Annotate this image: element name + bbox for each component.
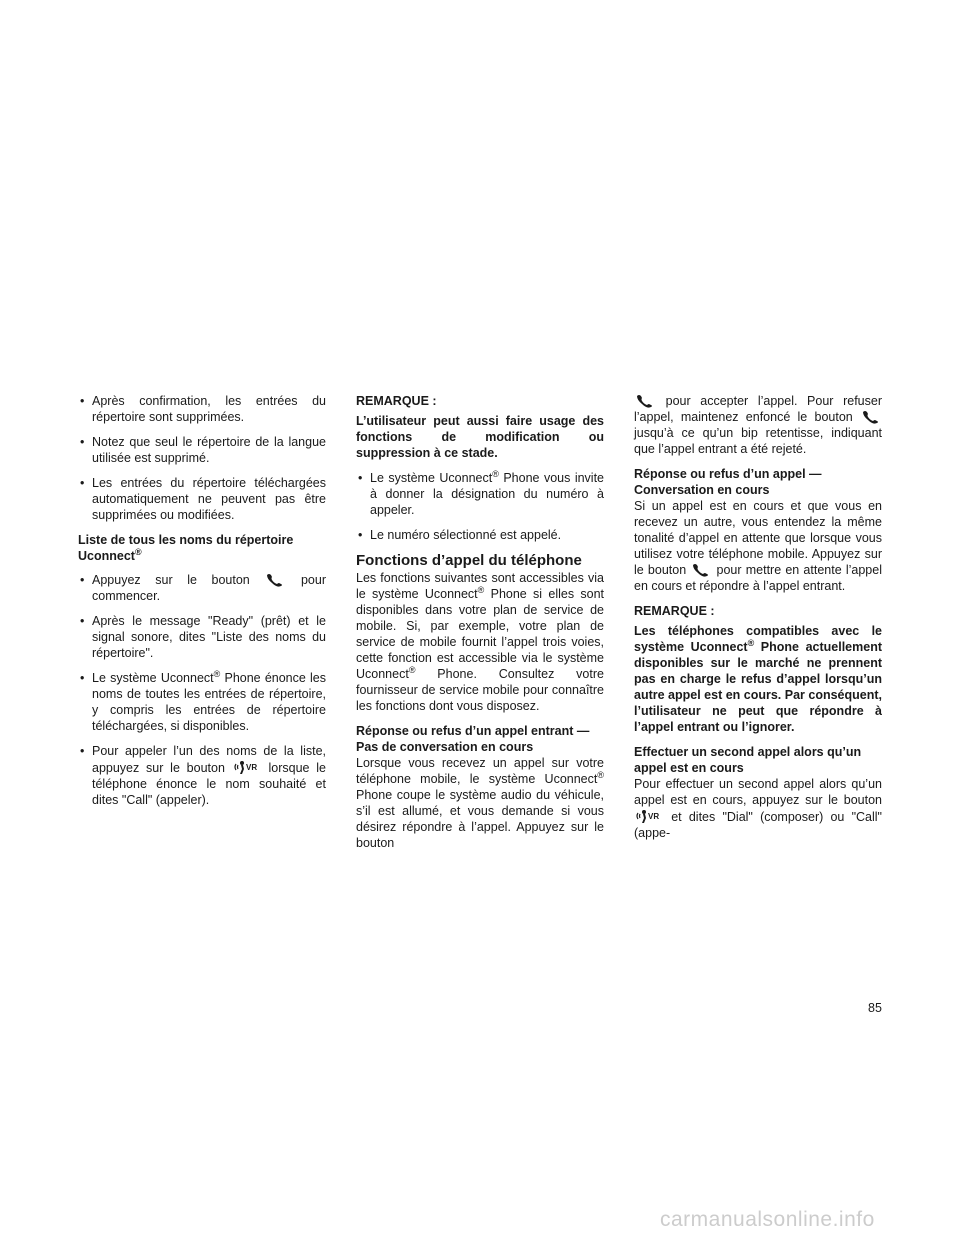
- section-subheading: Réponse ou refus d’un appel —: [634, 467, 822, 481]
- bullet: •: [80, 671, 85, 685]
- list-item: • Après le message "Ready" (prêt) et le signal sonore, dites "Liste des noms du répertoire".: [80, 614, 326, 660]
- list-item: [78, 434, 326, 466]
- section-subheading: appel est en cours: [634, 761, 744, 775]
- bullet: •: [80, 394, 85, 408]
- column-1: [78, 393, 326, 817]
- paragraph: Pour effectuer un second appel alors qu’un appel est en cours, appuyez sur le bouton VR et dites "Dial" (composer) ou "Call" (appe-: [634, 777, 882, 840]
- note-text: Les téléphones compatibles avec le système Uconnect® Phone actuellement disponibles sur le marché ne prennent pas en charge le refus d’appel lorsqu’un autre appel est en cours. Par conséquent, l’utilisateur ne peut que répondre à l’appel entrant ou l’ignorer.: [634, 624, 882, 734]
- phone-icon: [636, 394, 654, 408]
- column-3: [634, 393, 882, 850]
- registered-mark: ®: [134, 546, 142, 557]
- list-item: • Pour appeler l’un des noms de la liste, appuyez sur le bouton VR lorsque le téléphone énonce le nom souhaité et dites "Call" (appeler).: [80, 744, 326, 807]
- list-item: • Le système Uconnect® Phone énonce les noms de toutes les entrées de répertoire, y compris les entrées de répertoire téléchargées, si disponibles.: [80, 668, 326, 733]
- bullet-text: Après confirmation, les entrées du répertoire sont supprimées.: [92, 394, 326, 424]
- bullet-text: Notez que seul le répertoire de la langue utilisée est supprimé.: [92, 435, 326, 465]
- bullet-text: Les entrées du répertoire téléchargées automatiquement ne peuvent pas être supprimées ou modifiées.: [92, 476, 326, 522]
- phone-icon: [862, 410, 880, 424]
- bullet: •: [80, 744, 85, 758]
- section-subheading: Liste de tous les noms du répertoire: [78, 533, 294, 547]
- list-item: • Le numéro sélectionné est appelé.: [358, 528, 562, 542]
- phone-icon: [692, 563, 710, 577]
- paragraph: Si un appel est en cours et que vous en recevez un autre, vous entendez la même tonalité d’appel en attente que lorsque vous utilisez votre téléphone mobile. Appuyez sur le bouton pour mettre en attente l’appel en cours et répondre à l’appel entrant.: [634, 499, 882, 593]
- list-item: [78, 475, 326, 523]
- bullet: •: [80, 573, 85, 587]
- section-subheading: Réponse ou refus d’un appel entrant —: [356, 724, 590, 738]
- column-2: [356, 393, 604, 860]
- voice-command-icon: [234, 759, 260, 775]
- list-item: • Le système Uconnect® Phone vous invite à donner la désignation du numéro à appeler.: [358, 468, 604, 517]
- bullet: •: [80, 435, 85, 449]
- voice-command-icon: [636, 808, 662, 824]
- bullet: •: [80, 476, 85, 490]
- section-subheading: Conversation en cours: [634, 483, 770, 497]
- note-heading: REMARQUE :: [634, 604, 715, 618]
- bullet: •: [80, 614, 85, 628]
- section-heading: Fonctions d’appel du téléphone: [356, 552, 582, 569]
- section-subheading: Uconnect®: [78, 546, 142, 563]
- paragraph: Lorsque vous recevez un appel sur votre téléphone mobile, le système Uconnect® Phone coupe le système audio du véhicule, s’il est allumé, et vous demande si vous désirez répondre à l’appel. Appuyez sur le bouton: [356, 756, 604, 850]
- page-number: 85: [868, 1001, 882, 1015]
- paragraph: Les fonctions suivantes sont accessibles via le système Uconnect® Phone si elles sont disponibles dans votre plan de service de mobile. Si, par exemple, votre plan de service de mobile fournit l’appel trois voies, cette fonction est accessible via le système Uconnect® Phone. Consultez votre fournisseur de service mobile pour connaître les fonctions dont vous disposez.: [356, 571, 604, 713]
- watermark: carmanualsonline.info: [660, 1208, 875, 1231]
- section-subheading: Pas de conversation en cours: [356, 740, 534, 754]
- paragraph: pour accepter l’appel. Pour refuser l’appel, maintenez enfoncé le bouton jusqu’à ce qu’un bip retentisse, indiquant que l’appel entrant a été rejeté.: [634, 394, 882, 456]
- list-item: • Appuyez sur le bouton pour commencer.: [80, 573, 327, 603]
- note-heading: REMARQUE :: [356, 394, 437, 408]
- phone-icon: [266, 573, 284, 587]
- svg-text:VR: VR: [245, 763, 257, 772]
- svg-text:VR: VR: [648, 812, 660, 821]
- section-subheading: Effectuer un second appel alors qu’un: [634, 745, 862, 759]
- note-text: L’utilisateur peut aussi faire usage des fonctions de modification ou suppression à ce stade.: [356, 414, 604, 460]
- list-item: [78, 393, 326, 425]
